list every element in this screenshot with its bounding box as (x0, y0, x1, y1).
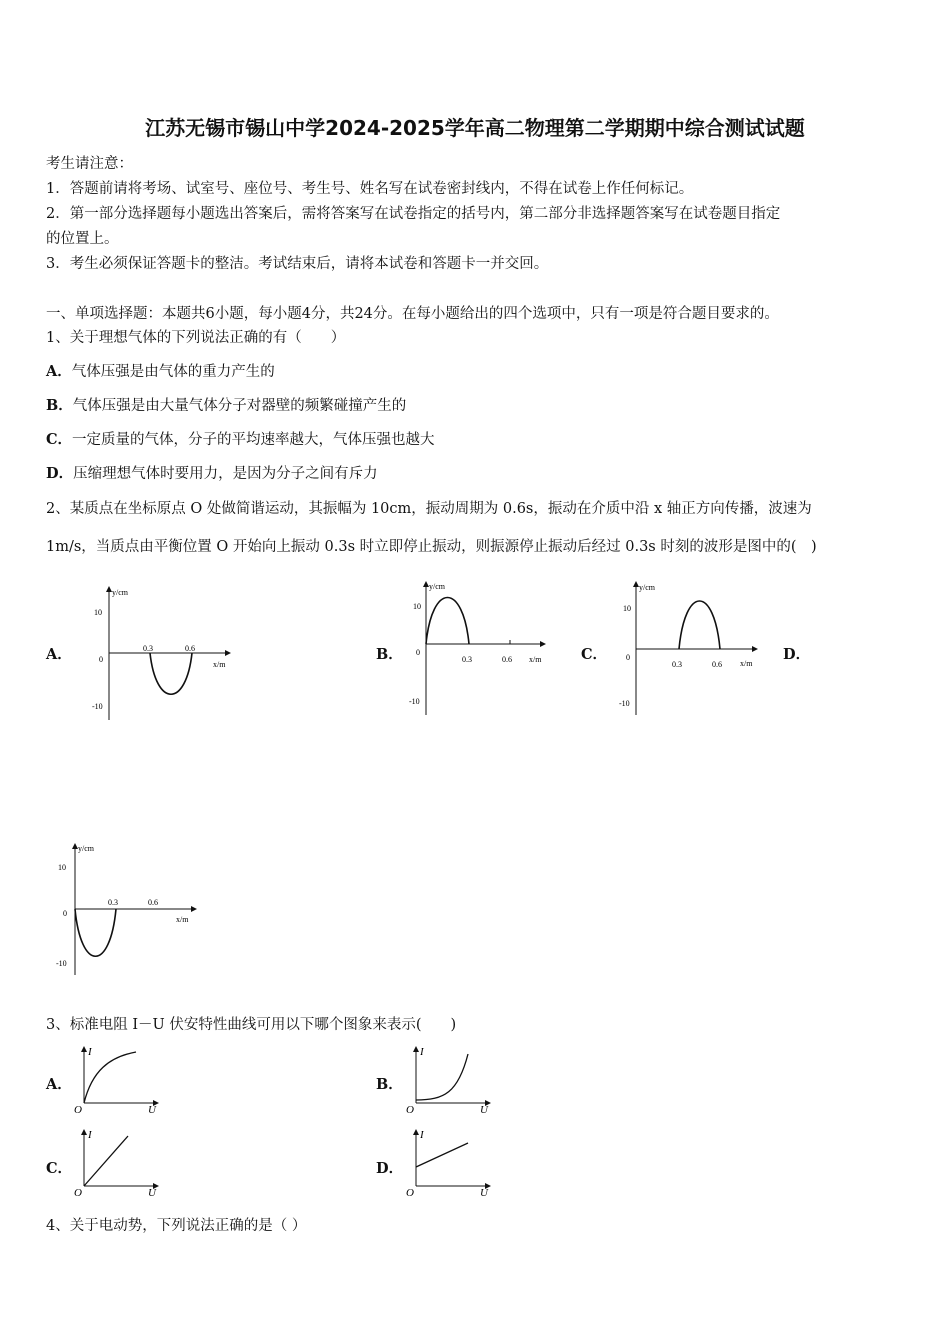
curve (416, 1143, 468, 1167)
question-1-stem: 1、关于理想气体的下列说法正确的有（ ） (46, 330, 346, 346)
x-axis-label: x/m (529, 655, 542, 664)
waveform (426, 598, 469, 645)
curve (84, 1136, 128, 1186)
x-tick-1: 0.3 (143, 644, 153, 653)
q2-option-a-label: A． (46, 646, 72, 663)
x-tick-2: 0.6 (712, 660, 722, 669)
iu-graph-c (74, 1126, 164, 1198)
q3-option-d-label: D． (376, 1160, 404, 1177)
x-tick-1: 0.3 (462, 655, 472, 664)
y-tick-neg: -10 (619, 699, 630, 708)
x-axis-label: U (480, 1104, 488, 1115)
y-tick-pos: 10 (94, 608, 102, 617)
origin-label: 0 (63, 909, 67, 918)
y-axis-label: I (420, 1046, 424, 1058)
wave-graph-a (88, 583, 238, 725)
question-4-stem: 4、关于电动势，下列说法正确的是（ ） (46, 1218, 307, 1234)
question-2-stem: 2、某质点在坐标原点 O 处做简谐运动，其振幅为 10cm，振动周期为 0.6s，振动在介质中沿 x 轴正方向传播，波速为 (46, 501, 812, 517)
y-axis-label: I (88, 1129, 92, 1141)
origin-label: 0 (416, 648, 420, 657)
x-axis-label: U (480, 1187, 488, 1198)
q2-option-c-label: C． (581, 646, 608, 663)
y-axis-label: I (88, 1046, 92, 1058)
question-3-stem: 3、标准电阻 I－U 伏安特性曲线可用以下哪个图象来表示( ) (46, 1017, 457, 1033)
origin-label: 0 (99, 655, 103, 664)
y-tick-neg: -10 (92, 702, 103, 711)
q3-option-a-label: A． (46, 1076, 72, 1093)
y-tick-neg: -10 (409, 697, 420, 706)
curve (416, 1054, 468, 1100)
iu-graph-b (406, 1043, 496, 1115)
waveform (150, 653, 192, 694)
origin-label: O (406, 1187, 414, 1198)
x-tick-1: 0.3 (108, 898, 118, 907)
origin-label: 0 (626, 653, 630, 662)
y-axis-label: y/cm (112, 588, 128, 597)
y-tick-pos: 10 (623, 604, 631, 613)
x-axis-label: x/m (213, 660, 226, 669)
q1-option-a: A．气体压强是由气体的重力产生的 (46, 363, 275, 380)
origin-label: O (406, 1104, 414, 1115)
x-tick-1: 0.3 (672, 660, 682, 669)
origin-label: O (74, 1104, 82, 1115)
x-axis-label: U (148, 1187, 156, 1198)
q1-option-c: C．一定质量的气体，分子的平均速率越大，气体压强也越大 (46, 431, 435, 448)
wave-graph-d (54, 840, 204, 982)
section-heading: 一、单项选择题：本题共6小题，每小题4分，共24分。在每小题给出的四个选项中，只有一项是符合题目要求的。 (46, 306, 779, 322)
wave-graph-c (615, 578, 765, 720)
y-axis-label: y/cm (78, 844, 94, 853)
q2-option-b-label: B． (376, 646, 403, 663)
waveform (679, 601, 720, 649)
y-axis-label: y/cm (639, 583, 655, 592)
notice-item: 3．考生必须保证答题卡的整洁。考试结束后，请将本试卷和答题卡一并交回。 (46, 256, 549, 272)
notice-item: 2．第一部分选择题每小题选出答案后，需将答案写在试卷指定的括号内，第二部分非选择题答案写在试卷题目指定 (46, 206, 781, 222)
iu-graph-a (74, 1043, 164, 1115)
x-axis-label: U (148, 1104, 156, 1115)
q3-option-c-label: C． (46, 1160, 73, 1177)
y-axis-label: y/cm (429, 582, 445, 591)
notice-item: 的位置上。 (46, 231, 119, 247)
question-2-stem: 1m/s，当质点由平衡位置 O 开始向上振动 0.3s 时立即停止振动，则振源停止振动后经过 0.3s 时刻的波形是图中的( ) (46, 539, 817, 555)
x-tick-2: 0.6 (185, 644, 195, 653)
x-axis-label: x/m (176, 915, 189, 924)
page-title: 江苏无锡市锡山中学2024-2025学年高二物理第二学期期中综合测试试题 (145, 116, 805, 140)
notice-heading: 考生请注意： (46, 156, 133, 172)
wave-graph-b (405, 578, 555, 720)
notice-item: 1．答题前请将考场、试室号、座位号、考生号、姓名写在试卷密封线内，不得在试卷上作任何标记。 (46, 181, 694, 197)
curve (84, 1052, 136, 1103)
y-tick-pos: 10 (58, 863, 66, 872)
iu-graph-d (406, 1126, 496, 1198)
q2-option-d-label: D． (783, 646, 811, 663)
y-tick-neg: -10 (56, 959, 67, 968)
x-tick-2: 0.6 (148, 898, 158, 907)
y-axis-label: I (420, 1129, 424, 1141)
waveform (75, 909, 116, 956)
q1-option-d: D．压缩理想气体时要用力，是因为分子之间有斥力 (46, 465, 378, 482)
q1-option-b: B．气体压强是由大量气体分子对器壁的频繁碰撞产生的 (46, 397, 407, 414)
q3-option-b-label: B． (376, 1076, 403, 1093)
x-tick-2: 0.6 (502, 655, 512, 664)
origin-label: O (74, 1187, 82, 1198)
y-tick-pos: 10 (413, 602, 421, 611)
x-axis-label: x/m (740, 659, 753, 668)
